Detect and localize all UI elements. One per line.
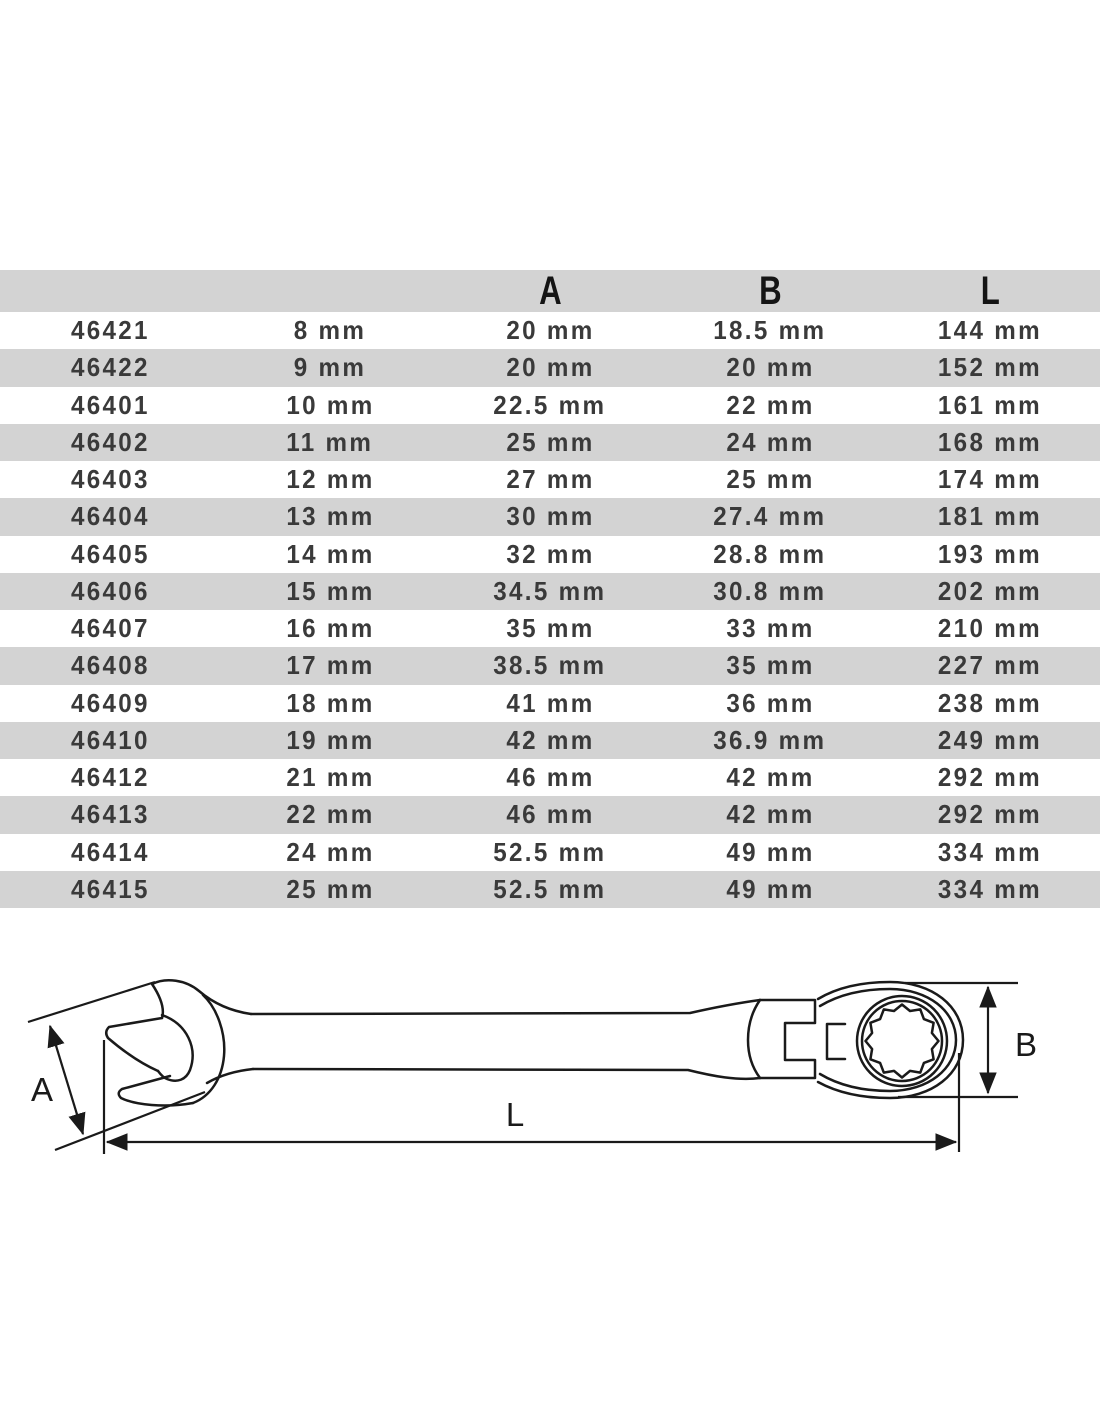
table-cell — [880, 722, 1100, 759]
table-cell — [220, 424, 440, 461]
cell-value: 24 mm — [285, 836, 375, 867]
cell-value: 52.5 mm — [493, 873, 607, 904]
table-cell — [220, 349, 440, 386]
table-cell — [880, 834, 1100, 871]
table-cell — [440, 387, 660, 424]
cell-value: 46409 — [70, 687, 150, 718]
table-cell — [0, 461, 220, 498]
table-row — [0, 871, 1100, 908]
cell-value: 36.9 mm — [713, 724, 827, 755]
wrench-diagram — [0, 950, 1100, 1185]
table-cell — [440, 759, 660, 796]
cell-value: 25 mm — [725, 464, 815, 495]
cell-value: 38.5 mm — [493, 650, 607, 681]
table-cell — [440, 461, 660, 498]
table-cell — [0, 722, 220, 759]
cell-value: 11 mm — [286, 426, 374, 457]
table-cell — [440, 685, 660, 722]
cell-value: 52.5 mm — [493, 836, 607, 867]
cell-value: 15 mm — [285, 575, 375, 606]
table-cell — [440, 796, 660, 833]
table-cell — [220, 685, 440, 722]
cell-value: 46402 — [70, 426, 150, 457]
table-cell — [440, 647, 660, 684]
cell-value: 30 mm — [505, 501, 595, 532]
table-row — [0, 796, 1100, 833]
header-cell-size — [220, 270, 440, 312]
cell-value: 193 mm — [937, 538, 1043, 569]
cell-value: 227 mm — [937, 650, 1043, 681]
table-cell — [880, 498, 1100, 535]
table-cell — [0, 312, 220, 349]
cell-value: 46408 — [70, 650, 150, 681]
cell-value: 28.8 mm — [713, 538, 827, 569]
cell-value: 46412 — [70, 762, 150, 793]
table-cell — [440, 498, 660, 535]
table-cell — [0, 610, 220, 647]
cell-value: 210 mm — [937, 613, 1043, 644]
header-label-l: L — [980, 268, 1000, 313]
table-cell — [220, 759, 440, 796]
cell-value: 49 mm — [725, 836, 815, 867]
spec-table — [0, 270, 1100, 908]
table-row — [0, 349, 1100, 386]
table-cell — [0, 871, 220, 908]
table-cell — [440, 834, 660, 871]
cell-value: 334 mm — [937, 873, 1043, 904]
table-cell — [0, 424, 220, 461]
table-cell — [0, 834, 220, 871]
cell-value: 32 mm — [505, 538, 595, 569]
header-label-a: A — [538, 268, 562, 313]
cell-value: 42 mm — [505, 724, 595, 755]
table-row — [0, 759, 1100, 796]
header-cell-item — [0, 270, 220, 312]
table-cell — [0, 796, 220, 833]
header-label-b: B — [758, 268, 782, 313]
cell-value: 18 mm — [285, 687, 375, 718]
table-cell — [880, 647, 1100, 684]
table-cell — [440, 573, 660, 610]
cell-value: 25 mm — [505, 426, 595, 457]
cell-value: 22 mm — [725, 389, 815, 420]
table-row — [0, 722, 1100, 759]
table-cell — [880, 312, 1100, 349]
cell-value: 202 mm — [937, 575, 1043, 606]
header-cell-l — [880, 270, 1100, 312]
cell-value: 46 mm — [505, 762, 595, 793]
ring-bore-outer — [857, 996, 947, 1086]
table-cell — [0, 685, 220, 722]
cell-value: 181 mm — [937, 501, 1043, 532]
cell-value: 25 mm — [285, 873, 375, 904]
table-cell — [220, 610, 440, 647]
table-cell — [440, 722, 660, 759]
table-cell — [660, 796, 880, 833]
cell-value: 46 mm — [505, 799, 595, 830]
cell-value: 46422 — [70, 352, 150, 383]
table-cell — [220, 498, 440, 535]
cell-value: 46405 — [70, 538, 150, 569]
table-row — [0, 573, 1100, 610]
table-cell — [440, 610, 660, 647]
header-cell-b — [660, 270, 880, 312]
cell-value: 292 mm — [937, 762, 1043, 793]
cell-value: 168 mm — [937, 426, 1043, 457]
table-cell — [660, 312, 880, 349]
cell-value: 334 mm — [937, 836, 1043, 867]
table-cell — [880, 759, 1100, 796]
table-cell — [660, 722, 880, 759]
table-cell — [220, 573, 440, 610]
table-cell — [880, 871, 1100, 908]
table-row — [0, 387, 1100, 424]
cell-value: 36 mm — [725, 687, 815, 718]
table-cell — [660, 759, 880, 796]
table-cell — [660, 685, 880, 722]
table-row — [0, 610, 1100, 647]
table-cell — [220, 312, 440, 349]
table-cell — [880, 573, 1100, 610]
header-cell-a — [440, 270, 660, 312]
cell-value: 18.5 mm — [713, 315, 827, 346]
table-row — [0, 461, 1100, 498]
table-cell — [220, 461, 440, 498]
table-row — [0, 647, 1100, 684]
cell-value: 238 mm — [937, 687, 1043, 718]
cell-value: 144 mm — [937, 315, 1043, 346]
cell-value: 41 mm — [505, 687, 595, 718]
cell-value: 42 mm — [725, 762, 815, 793]
table-cell — [660, 647, 880, 684]
cell-value: 152 mm — [937, 352, 1043, 383]
cell-value: 46403 — [70, 464, 150, 495]
cell-value: 10 mm — [285, 389, 375, 420]
cell-value: 14 mm — [285, 538, 375, 569]
cell-value: 12 mm — [285, 464, 375, 495]
table-cell — [660, 387, 880, 424]
table-cell — [880, 796, 1100, 833]
cell-value: 46407 — [70, 613, 150, 644]
cell-value: 46414 — [70, 836, 150, 867]
table-cell — [220, 796, 440, 833]
table-cell — [0, 536, 220, 573]
table-row — [0, 685, 1100, 722]
table-cell — [220, 722, 440, 759]
table-cell — [440, 312, 660, 349]
cell-value: 27.4 mm — [713, 501, 827, 532]
table-body — [0, 312, 1100, 908]
cell-value: 46410 — [70, 724, 150, 755]
dimension-b-label: B — [1014, 1026, 1038, 1063]
table-cell — [880, 424, 1100, 461]
table-cell — [220, 647, 440, 684]
table-cell — [660, 610, 880, 647]
table-row — [0, 424, 1100, 461]
table-cell — [880, 685, 1100, 722]
table-cell — [660, 498, 880, 535]
table-cell — [660, 461, 880, 498]
table-cell — [660, 871, 880, 908]
cell-value: 27 mm — [505, 464, 595, 495]
cell-value: 46406 — [70, 575, 150, 606]
cell-value: 30.8 mm — [713, 575, 827, 606]
table-cell — [440, 424, 660, 461]
table-cell — [0, 647, 220, 684]
table-cell — [0, 573, 220, 610]
table-cell — [440, 536, 660, 573]
cell-value: 49 mm — [725, 873, 815, 904]
table-cell — [660, 573, 880, 610]
table-cell — [220, 871, 440, 908]
dimension-l — [104, 1040, 959, 1154]
table-cell — [660, 834, 880, 871]
table-cell — [880, 461, 1100, 498]
table-cell — [0, 498, 220, 535]
cell-value: 161 mm — [937, 389, 1043, 420]
table-cell — [220, 536, 440, 573]
table-header-row — [0, 270, 1100, 312]
cell-value: 20 mm — [505, 315, 595, 346]
table-cell — [0, 349, 220, 386]
twelve-point-socket — [866, 1005, 939, 1078]
cell-value: 292 mm — [937, 799, 1043, 830]
cell-value: 42 mm — [725, 799, 815, 830]
table-cell — [880, 387, 1100, 424]
cell-value: 16 mm — [285, 613, 375, 644]
dimension-a — [28, 982, 205, 1150]
table-cell — [440, 871, 660, 908]
cell-value: 20 mm — [505, 352, 595, 383]
table-cell — [660, 536, 880, 573]
table-cell — [0, 759, 220, 796]
cell-value: 34.5 mm — [493, 575, 607, 606]
cell-value: 13 mm — [285, 501, 375, 532]
cell-value: 17 mm — [285, 650, 375, 681]
cell-value: 19 mm — [285, 724, 375, 755]
cell-value: 46421 — [70, 315, 150, 346]
table-cell — [880, 536, 1100, 573]
table-cell — [0, 387, 220, 424]
table-row — [0, 498, 1100, 535]
table-row — [0, 834, 1100, 871]
cell-value: 249 mm — [937, 724, 1043, 755]
cell-value: 22 mm — [285, 799, 375, 830]
cell-value: 46401 — [70, 389, 150, 420]
cell-value: 21 mm — [285, 762, 375, 793]
cell-value: 35 mm — [725, 650, 815, 681]
wrench-outline — [106, 980, 963, 1105]
cell-value: 46413 — [70, 799, 150, 830]
cell-value: 22.5 mm — [493, 389, 607, 420]
dimension-l-label: L — [505, 1096, 525, 1133]
ring-bore-inner — [862, 1001, 942, 1081]
table-cell — [660, 349, 880, 386]
cell-value: 174 mm — [937, 464, 1043, 495]
table-cell — [220, 387, 440, 424]
table-row — [0, 536, 1100, 573]
table-cell — [660, 424, 880, 461]
table-cell — [880, 610, 1100, 647]
table-cell — [220, 834, 440, 871]
cell-value: 46415 — [70, 873, 150, 904]
dimension-a-label: A — [30, 1071, 54, 1108]
table-row — [0, 312, 1100, 349]
table-cell — [440, 349, 660, 386]
cell-value: 33 mm — [725, 613, 815, 644]
cell-value: 35 mm — [505, 613, 595, 644]
cell-value: 46404 — [70, 501, 150, 532]
cell-value: 24 mm — [725, 426, 815, 457]
table-cell — [880, 349, 1100, 386]
cell-value: 20 mm — [725, 352, 815, 383]
cell-value: 8 mm — [293, 315, 367, 346]
cell-value: 9 mm — [293, 352, 367, 383]
